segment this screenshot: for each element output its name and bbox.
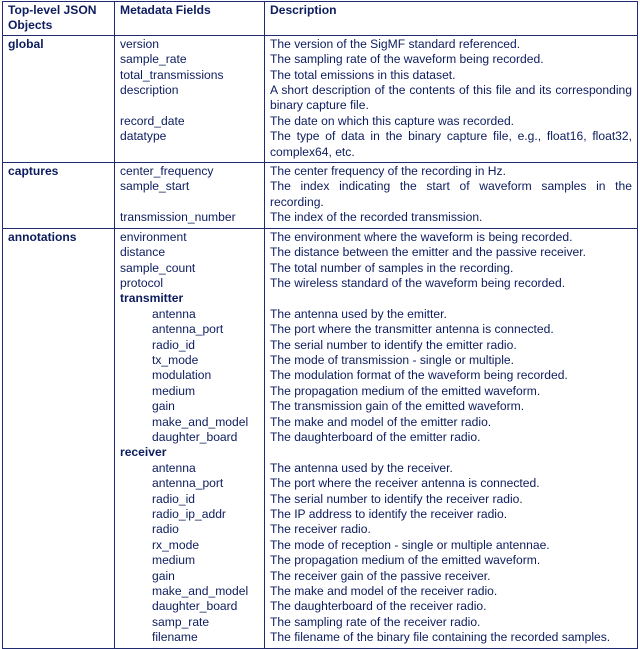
field-description: The transmission gain of the emitted waveform. [265,399,638,414]
table-row [3,553,638,568]
field-description: The IP address to identify the receiver radio. [265,507,638,522]
object-cell [3,179,115,210]
object-cell [3,276,115,291]
field-name: rx_mode [115,538,265,553]
table-row [3,276,638,291]
table-row [3,338,638,353]
object-cell [3,338,115,353]
object-cell [3,445,115,460]
object-cell [3,368,115,383]
field-description: The antenna used by the emitter. [265,307,638,322]
table-row [3,415,638,430]
table-row [3,291,638,306]
section-captures [3,163,638,229]
field-name: sample_count [115,261,265,276]
field-name: tx_mode [115,353,265,368]
field-description: A short description of the contents of this file and its corresponding binary capture file. [265,83,638,114]
field-description: The mode of transmission - single or multiple. [265,353,638,368]
field-description: The receiver gain of the passive receiver. [265,569,638,584]
field-name: protocol [115,276,265,291]
field-description: The antenna used by the receiver. [265,461,638,476]
field-name: antenna [115,307,265,322]
field-description: The environment where the waveform is being recorded. [265,228,638,245]
field-name: radio_ip_addr [115,507,265,522]
field-name: make_and_model [115,584,265,599]
metadata-table [2,1,638,649]
object-cell [3,599,115,614]
table-row [3,114,638,129]
field-name: center_frequency [115,163,265,180]
table-row [3,569,638,584]
object-cell [3,569,115,584]
table-row [3,35,638,52]
table-row [3,461,638,476]
object-cell [3,522,115,537]
field-name: environment [115,228,265,245]
field-description: The serial number to identify the receiver radio. [265,492,638,507]
field-name: medium [115,553,265,568]
field-description: The filename of the binary file containing the recorded samples. [265,630,638,648]
table-row [3,507,638,522]
object-cell [3,630,115,648]
field-name: datatype [115,129,265,162]
object-cell [3,245,115,260]
field-description: The wireless standard of the waveform being recorded. [265,276,638,291]
table-row [3,52,638,67]
header-fields: Metadata Fields [115,2,265,36]
field-name: distance [115,245,265,260]
table-row [3,353,638,368]
field-description: The date on which this capture was recorded. [265,114,638,129]
field-name: total_transmissions [115,68,265,83]
table-row [3,430,638,445]
group-label: receiver [115,445,265,460]
field-description: The sampling rate of the receiver radio. [265,615,638,630]
table-row [3,522,638,537]
section-global [3,35,638,162]
field-description: The propagation medium of the emitted waveform. [265,553,638,568]
table-row [3,368,638,383]
table-row [3,476,638,491]
field-description: The make and model of the receiver radio. [265,584,638,599]
field-description: The center frequency of the recording in Hz. [265,163,638,180]
table-row [3,179,638,210]
field-name: radio_id [115,492,265,507]
field-name: record_date [115,114,265,129]
field-name: version [115,35,265,52]
field-name: daughter_board [115,430,265,445]
field-description: The port where the transmitter antenna is connected. [265,322,638,337]
field-description [265,291,638,306]
field-description [265,445,638,460]
field-name: samp_rate [115,615,265,630]
field-name: antenna_port [115,476,265,491]
table-row [3,322,638,337]
object-cell [3,353,115,368]
object-cell [3,384,115,399]
table-row [3,538,638,553]
field-name: make_and_model [115,415,265,430]
field-description: The receiver radio. [265,522,638,537]
table-row [3,83,638,114]
object-cell [3,322,115,337]
object-cell [3,210,115,228]
field-name: daughter_board [115,599,265,614]
table-row [3,615,638,630]
object-cell [3,291,115,306]
field-description: The make and model of the emitter radio. [265,415,638,430]
field-name: sample_start [115,179,265,210]
object-cell [3,538,115,553]
field-name: transmission_number [115,210,265,228]
field-name: sample_rate [115,52,265,67]
field-description: The version of the SigMF standard referenced. [265,35,638,52]
table-row [3,445,638,460]
field-name: medium [115,384,265,399]
table-row [3,307,638,322]
object-name: global [8,36,44,51]
object-cell [3,492,115,507]
section-annotations [3,228,638,648]
field-description: The propagation medium of the emitted waveform. [265,384,638,399]
field-name: description [115,83,265,114]
header-objects: Top-level JSON Objects [8,3,97,33]
header-description: Description [265,2,638,36]
object-name: captures [8,164,59,179]
field-name: antenna_port [115,322,265,337]
field-name: radio [115,522,265,537]
table-row [3,630,638,648]
object-cell [3,584,115,599]
field-name: filename [115,630,265,648]
field-description: The total number of samples in the recording. [265,261,638,276]
table-row [3,210,638,228]
header-row [3,2,638,36]
field-name: antenna [115,461,265,476]
object-cell [3,615,115,630]
object-cell [3,68,115,83]
table-row [3,228,638,245]
object-name: annotations [8,229,77,244]
group-label: transmitter [115,291,265,306]
field-description: The daughterboard of the emitter radio. [265,430,638,445]
table-row [3,245,638,260]
object-cell [3,52,115,67]
field-description: The sampling rate of the waveform being recorded. [265,52,638,67]
field-name: modulation [115,368,265,383]
object-cell [3,507,115,522]
object-cell [3,261,115,276]
field-description: The index indicating the start of waveform samples in the recording. [265,179,638,210]
object-cell [3,114,115,129]
field-description: The total emissions in this dataset. [265,68,638,83]
object-cell [3,430,115,445]
table-header [3,2,638,36]
field-description: The serial number to identify the emitter radio. [265,338,638,353]
table-row [3,584,638,599]
table-row [3,384,638,399]
table-row [3,129,638,162]
object-cell [3,129,115,162]
object-cell [3,415,115,430]
field-description: The index of the recorded transmission. [265,210,638,228]
field-description: The port where the receiver antenna is connected. [265,476,638,491]
field-description: The distance between the emitter and the passive receiver. [265,245,638,260]
object-cell [3,461,115,476]
field-name: gain [115,569,265,584]
table-row [3,68,638,83]
object-cell [3,476,115,491]
table-row [3,163,638,180]
object-cell [3,307,115,322]
field-name: gain [115,399,265,414]
object-cell [3,399,115,414]
object-cell [3,83,115,114]
table-row [3,399,638,414]
object-cell [3,553,115,568]
field-description: The daughterboard of the receiver radio. [265,599,638,614]
field-description: The mode of reception - single or multiple antennae. [265,538,638,553]
table-row [3,261,638,276]
field-name: radio_id [115,338,265,353]
field-description: The modulation format of the waveform being recorded. [265,368,638,383]
table-row [3,599,638,614]
field-description: The type of data in the binary capture file, e.g., float16, float32, complex64, etc. [265,129,638,162]
table-row [3,492,638,507]
